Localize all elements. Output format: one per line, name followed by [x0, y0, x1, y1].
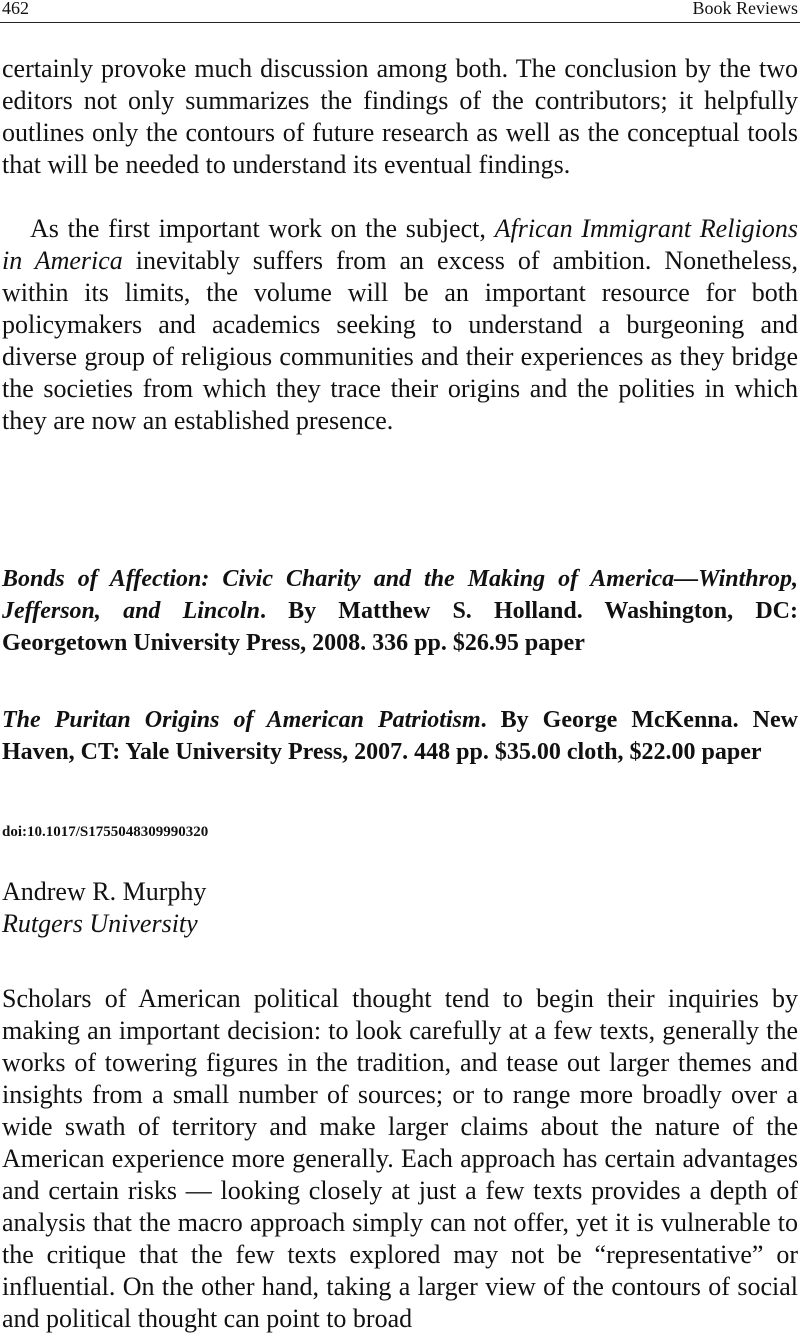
paragraph-conclusion	[2, 213, 798, 437]
book-citation	[2, 704, 798, 768]
reviewer-name: Andrew R. Murphy	[2, 877, 207, 906]
paragraph-continued: certainly provoke much discussion among both. The conclusion by the two editors not only summarizes the findings of the contributors; it helpfully outlines only the contours of future research as well as the conceptual tools that will be needed to understand its eventual findings.	[2, 54, 798, 179]
page-number: 462	[2, 0, 29, 18]
book-title: The Puritan Origins of American Patriotism	[2, 707, 481, 733]
review-body: Scholars of American political thought tend to begin their inquiries by making an important decision: to look carefully at a few texts, generally the works of towering figures in the tradition, and tease out larger themes and insights from a small number of sources; or to range more broadly over a wide swath of territory and make larger claims about the nature of the American experience more generally. Each approach has certain advantages and certain risks — looking closely at just a few texts provides a depth of analysis that the macro approach simply can not offer, yet it is vulnerable to the critique that the few texts explored may not be “representative” or influential. On the other hand, taking a larger view of the contours of social and political thought can point to broad	[2, 984, 798, 1333]
book-details: . By George McKenna. New Haven, CT: Yale University Press, 2007. 448 pp. $35.00 cloth, $22.00 paper	[2, 707, 798, 765]
book-details: . By Matthew S. Holland. Washington, DC: Georgetown University Press, 2008. 336 pp. $26.95 paper	[2, 598, 798, 656]
paragraph-text: As the first important work on the subject,	[30, 214, 495, 243]
paragraph-text: inevitably suffers from an excess of ambition. Nonetheless, within its limits, the volume will be an important resource for both policymakers and academics seeking to understand a burgeoning and diverse group of religious communities and their experiences as they bridge the societies from which they trace their origins and the polities in which they are now an established presence.	[2, 246, 798, 435]
reviewer-affiliation: Rutgers University	[2, 909, 198, 938]
running-header	[0, 0, 800, 23]
book-title: Bonds of Affection: Civic Charity and the Making of America—Winthrop, Jefferson, and Lincoln	[2, 566, 798, 624]
book-title-italic: African Immigrant Religions in America	[2, 214, 798, 275]
doi-link[interactable]: doi:10.1017/S1755048309990320	[2, 824, 209, 840]
book-citation	[2, 563, 798, 659]
running-title: Book Reviews	[692, 0, 798, 18]
